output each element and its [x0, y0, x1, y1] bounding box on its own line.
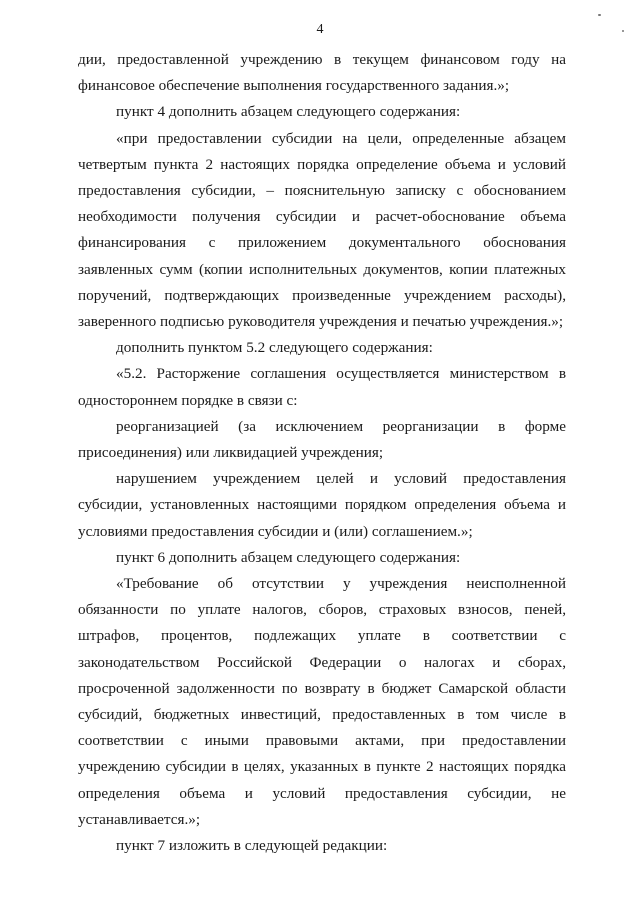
scan-speck: [598, 14, 601, 16]
paragraph: пункт 4 дополнить абзацем следующего содержания:: [116, 103, 461, 121]
paragraph: пункт 7 изложить в следующей редакции:: [116, 837, 388, 855]
paragraph: «5.2. Расторжение соглашения осуществляется министерством в одностороннем порядке в связи с:: [78, 365, 566, 409]
paragraph: нарушением учреждением целей и условий предоставления субсидии, установленных настоящими порядком определения объема и условиями предоставления субсидии и (или) соглашением.»;: [78, 470, 566, 540]
scan-speck: [622, 30, 624, 32]
paragraph: реорганизацией (за исключением реорганизации в форме присоединения) или ликвидацией учреждения;: [78, 417, 566, 462]
page-number: 4: [316, 22, 324, 37]
paragraph: «Требование об отсутствии у учреждения неисполненной обязанности по уплате налогов, сборов, страховых взносов, пеней, штрафов, процентов, подлежащих уплате в соответствии с законодательством Российской Федерации о налогах и сборах, просроченной задолженности по возврату в бюджет Самарской области субсидий, бюджетных инвестиций, предоставленных в том числе в соответствии с иными правовыми актами, при предоставлении учреждению субсидии в целях, указанных в пункте 2 настоящих порядка определения объема и условий предоставления субсидии, не устанавливается.»;: [78, 575, 566, 828]
paragraph: «при предоставлении субсидии на цели, определенные абзацем четвертым пункта 2 настоящих порядка определение объема и условий предоставления субсидии, – пояснительную записку с обоснованием необходимости получения субсидии и расчет-обоснование объема финансирования с приложением документального обоснования заявленных сумм (копии исполнительных документов, копии платежных поручений, подтверждающих произведенные учреждением расходы), заверенного подписью руководителя учреждения и печатью учреждения.»;: [78, 129, 566, 331]
paragraph: дополнить пунктом 5.2 следующего содержания:: [116, 339, 433, 357]
document-body: [78, 47, 566, 859]
paragraph-continuation: дии, предоставленной учреждению в текущем финансовом году на финансовое обеспечение выполнения государственного задания.»;: [78, 51, 566, 95]
paragraph: пункт 6 дополнить абзацем следующего содержания:: [116, 548, 461, 566]
